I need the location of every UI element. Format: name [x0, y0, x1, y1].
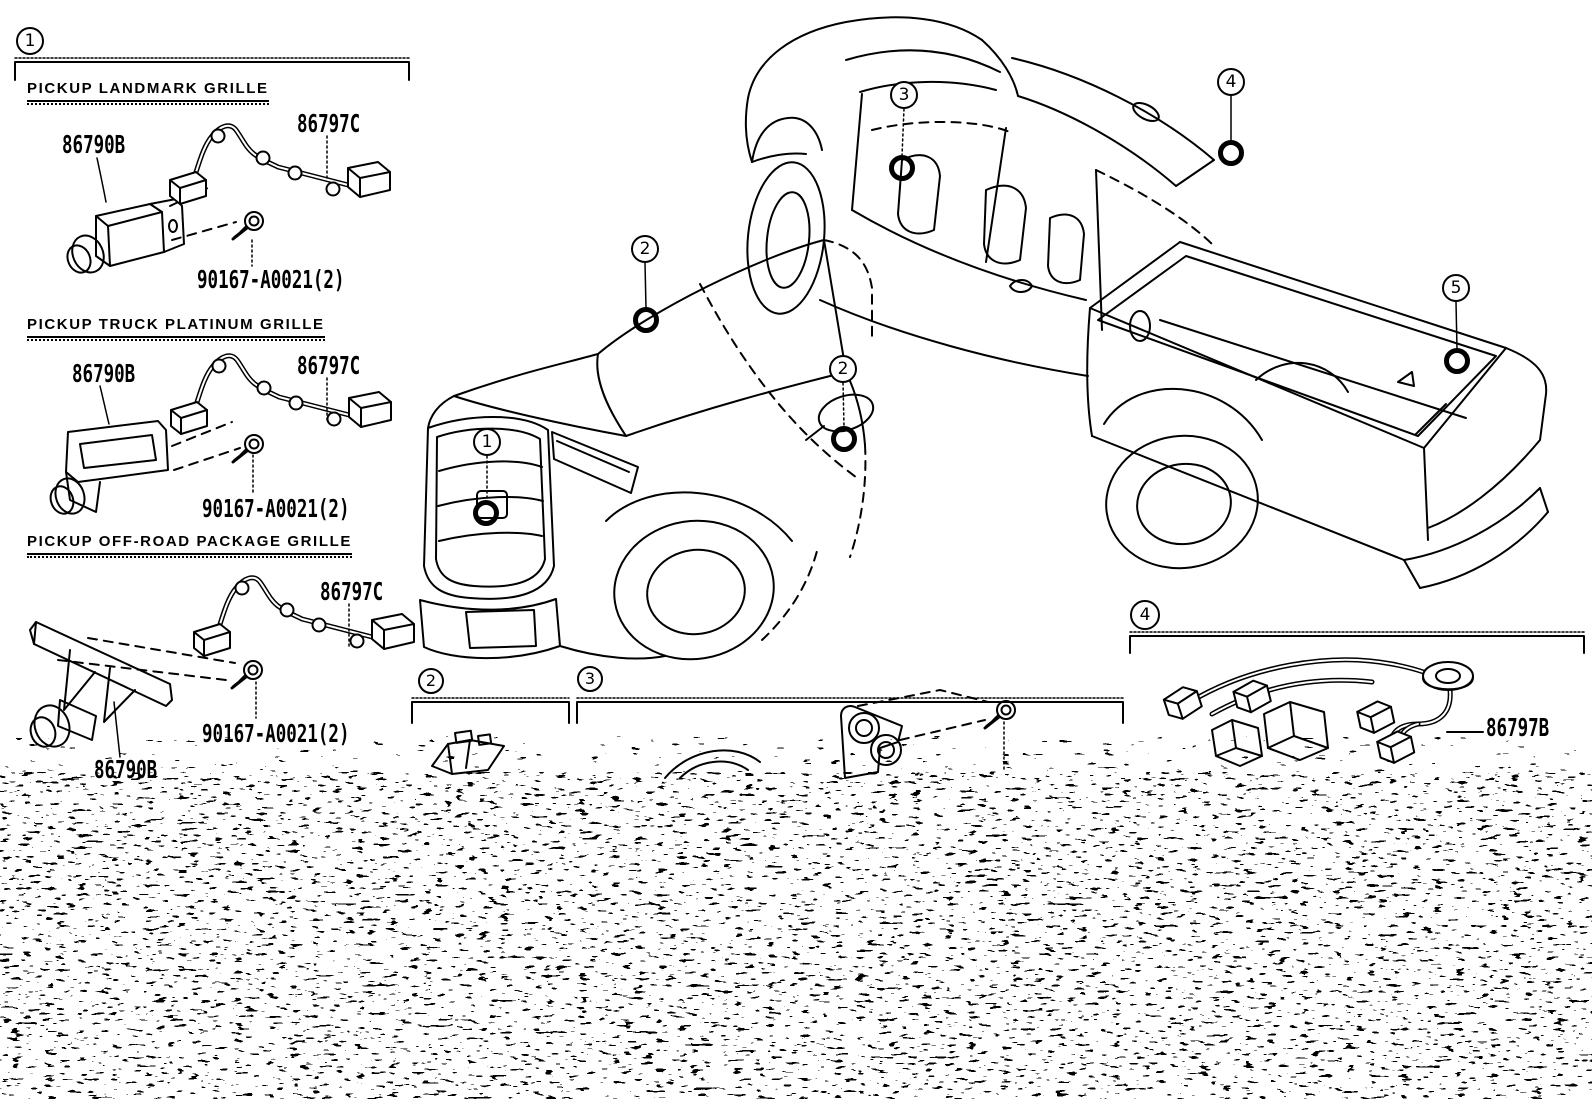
- location-ring-cab: [889, 155, 915, 181]
- detail-callout-4: 4: [1130, 600, 1160, 630]
- callout-front-mirror: 2: [829, 355, 857, 383]
- callout-rear-tailgate: 5: [1442, 274, 1470, 302]
- location-ring-grille: [473, 500, 499, 526]
- part-label-screw-offroad: 90167-A0021(2): [202, 719, 350, 748]
- detail-part-3: [665, 690, 1015, 778]
- part-label-camera-offroad: 86790B: [94, 755, 158, 784]
- part-label-harness-landmark: 86797C: [297, 109, 361, 138]
- callout-rear-cab: 3: [890, 81, 918, 109]
- legend-title-landmark: PICKUP LANDMARK GRILLE: [27, 80, 269, 102]
- detail-callout-3: 3: [577, 666, 603, 692]
- legend-title-platinum: PICKUP TRUCK PLATINUM GRILLE: [27, 316, 325, 338]
- legend-callout-badge: 1: [16, 27, 44, 55]
- callout-front-windshield: 2: [631, 235, 659, 263]
- callout-leaders: [487, 96, 1457, 501]
- legend-title-offroad: PICKUP OFF-ROAD PACKAGE GRILLE: [27, 533, 352, 555]
- tailgate-arrow-mark: [1398, 372, 1414, 386]
- callout-rear-roof: 4: [1217, 68, 1245, 96]
- part-label-camera-landmark: 86790B: [62, 130, 126, 159]
- legend-bracket: [15, 58, 409, 80]
- rear-truck-drawing: [700, 17, 1548, 588]
- location-ring-roof: [1218, 140, 1244, 166]
- part-label-screw-platinum: 90167-A0021(2): [202, 494, 350, 523]
- detail-callout-2: 2: [418, 668, 444, 694]
- camera-86790b-landmark: [63, 186, 236, 277]
- detail-part-2: [432, 731, 504, 774]
- location-ring-windshield: [633, 307, 659, 333]
- callout-front-grille: 1: [473, 428, 501, 456]
- location-ring-tailgate: [1444, 348, 1470, 374]
- part-label-harness-platinum: 86797C: [297, 351, 361, 380]
- part-label-screw-landmark: 90167-A0021(2): [197, 265, 345, 294]
- part-label-harness-offroad: 86797C: [320, 577, 384, 606]
- location-ring-mirror: [831, 426, 857, 452]
- part-label-harness-rear: 86797B: [1486, 713, 1550, 742]
- scan-noise: [0, 736, 1592, 1099]
- part-label-camera-platinum: 86790B: [72, 359, 136, 388]
- harness-86797b-drawing: [1162, 660, 1483, 766]
